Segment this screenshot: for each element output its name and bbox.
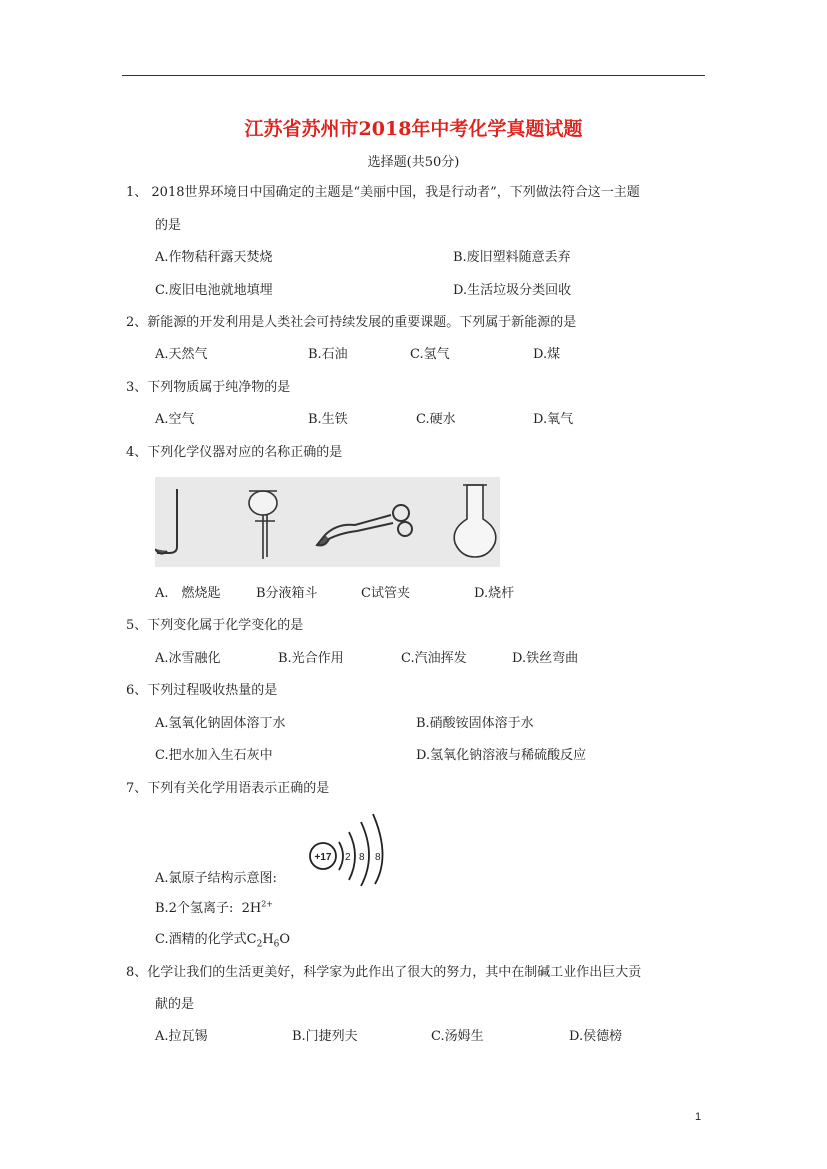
q5-option-d: D.铁丝弯曲	[512, 651, 579, 666]
q3-option-a: A.空气	[155, 412, 195, 427]
q7-option-c	[155, 932, 290, 948]
tongs-icon	[317, 505, 412, 545]
q3-option-b: B.生铁	[308, 412, 348, 427]
page-title: 江苏省苏州市2018年中考化学真题试题	[244, 118, 583, 140]
q8-stem-line1: 8、化学让我们的生活更美好，科学家为此作出了很大的努力，其中在制碱工业作出巨大贡	[126, 965, 642, 980]
q7-option-b	[155, 901, 273, 917]
q2-option-a: A.天然气	[155, 347, 208, 362]
q8-option-d: D.侯德榜	[569, 1029, 623, 1044]
q6-option-c: C.把水加入生石灰中	[155, 748, 273, 763]
lab-apparatus-image	[155, 477, 500, 567]
combustion-spoon-icon	[155, 489, 177, 554]
q4-option-a: A. 燃烧匙	[155, 586, 221, 601]
q7-option-a: A.氯原子结构示意图:	[155, 871, 277, 886]
shell-1-label: 2	[345, 852, 351, 863]
q2-option-b: B.石油	[308, 347, 348, 362]
q6-option-d: D.氢氧化钠溶液与稀硫酸反应	[416, 748, 587, 763]
q3-stem: 3、下列物质属于纯净物的是	[126, 380, 291, 395]
separating-funnel-icon	[249, 491, 277, 559]
q3-option-d: D.氧气	[533, 412, 574, 427]
q2-option-c: C.氢气	[410, 347, 450, 362]
q1-stem-line1: 1、 2018世界环境日中国确定的主题是“美丽中国，我是行动者”，下列做法符合这一主题	[126, 185, 640, 200]
q8-option-a: A.拉瓦锡	[155, 1029, 208, 1044]
q3-option-c: C.硬水	[416, 412, 456, 427]
q1-option-c: C.废旧电池就地填埋	[155, 283, 273, 298]
section-heading: 选择题(共50分)	[367, 155, 460, 170]
q2-option-d: D.煤	[533, 347, 561, 362]
page-number: 1	[695, 1111, 702, 1123]
q4-stem: 4、下列化学仪器对应的名称正确的是	[126, 445, 343, 460]
chlorine-atom-diagram	[305, 808, 390, 886]
q7-stem: 7、下列有关化学用语表示正确的是	[126, 781, 330, 796]
q1-option-d: D.生活垃圾分类回收	[453, 283, 572, 298]
q4-option-d: D.烧杆	[474, 586, 515, 601]
q5-stem: 5、下列变化属于化学变化的是	[126, 618, 304, 633]
q5-option-a: A.冰雪融化	[155, 651, 221, 666]
q4-option-b: B分液箱斗	[256, 586, 318, 601]
round-bottom-flask-icon	[454, 485, 496, 557]
q7-option-c-label: C.酒精的化学式	[155, 932, 247, 947]
q8-option-c: C.汤姆生	[431, 1029, 484, 1044]
shell-2-label: 8	[359, 852, 365, 863]
q1-option-a: A.作物秸秆露天焚烧	[155, 250, 273, 265]
q6-option-a: A.氢氧化钠固体溶丁水	[155, 716, 286, 731]
q1-option-b: B.废旧塑料随意丢弃	[453, 250, 571, 265]
q7-option-b-label: B.2个氢离子:	[155, 901, 234, 916]
q7-formula-b: $2H^{2+}$	[241, 899, 274, 916]
header-rule	[122, 75, 705, 76]
q7-formula-c: $C_2H_6O$	[246, 932, 291, 950]
q4-option-c: C试管夹	[361, 586, 410, 601]
q5-option-c: C.汽油挥发	[401, 651, 467, 666]
q8-option-b: B.门捷列夫	[292, 1029, 358, 1044]
q5-option-b: B.光合作用	[278, 651, 344, 666]
shell-3-label: 8	[375, 852, 381, 863]
q6-stem: 6、下列过程吸收热量的是	[126, 683, 278, 698]
nucleus-label: +17	[314, 852, 332, 863]
q1-stem-line2: 的是	[155, 218, 182, 233]
q2-stem: 2、新能源的开发利用是人类社会可持续发展的重要课题。下列属于新能源的是	[126, 315, 577, 330]
q6-option-b: B.硝酸铵固体溶于水	[416, 716, 534, 731]
q8-stem-line2: 献的是	[155, 997, 195, 1012]
